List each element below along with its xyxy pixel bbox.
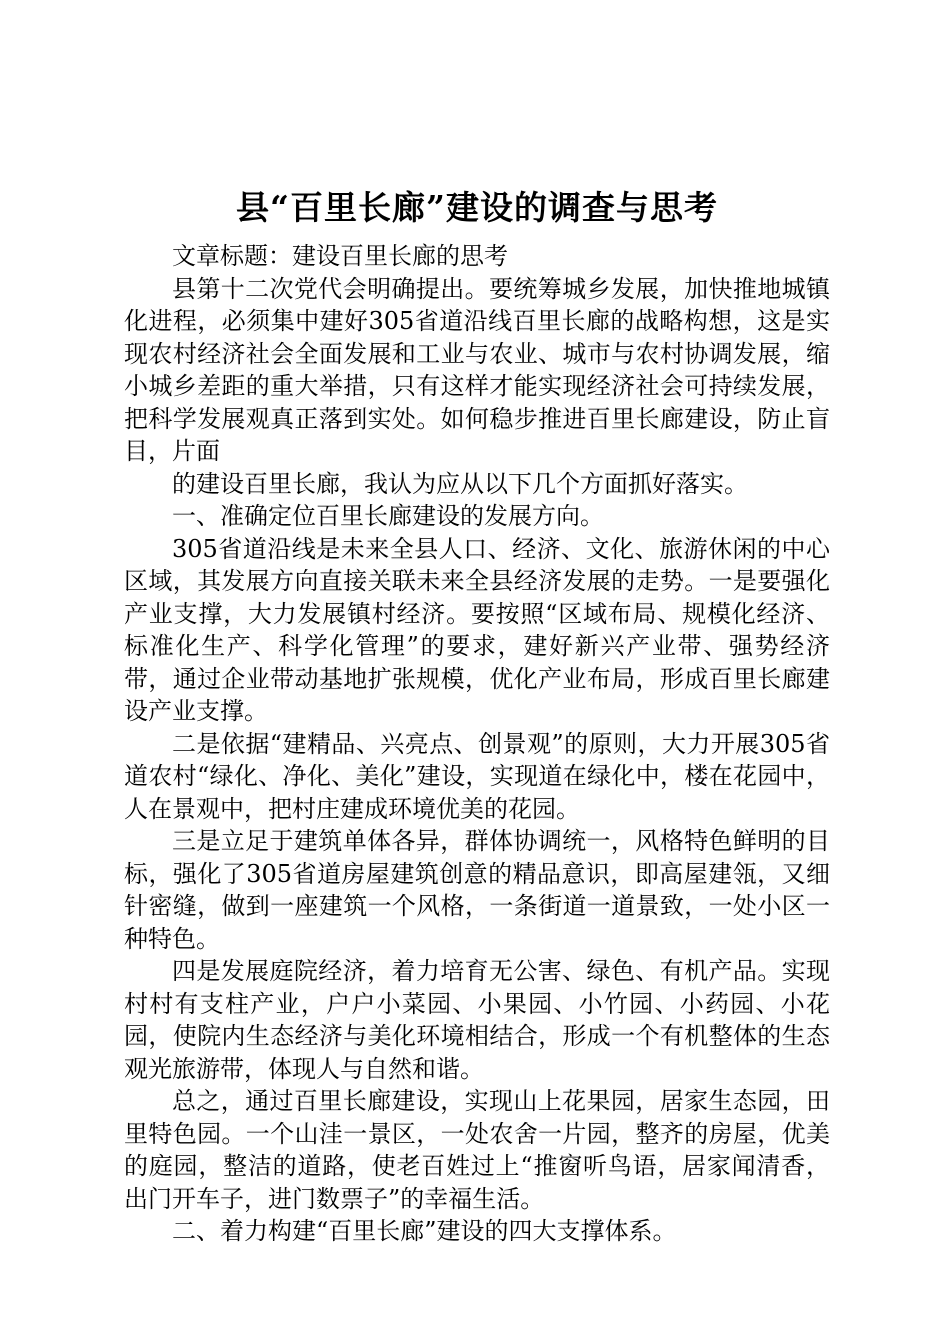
article-subtitle-paragraph: 文章标题：建设百里长廊的思考 <box>172 242 508 270</box>
document-title: 县“百里长廊”建设的调查与思考 <box>236 188 718 227</box>
document-page <box>124 180 830 1248</box>
body-paragraph: 305省道沿线是未来全县人口、经济、文化、旅游休闲的中心区域，其发展方向直接关联未来全县经济发展的走势。一是要强化产业支撑，大力发展镇村经济。要按照“区域布局、规模化经济、标准化生产、科学化管理”的要求，建好新兴产业带、强势经济带，通过企业带动基地扩张规模，优化产业布局，形成百里长廊建设产业支撑。 <box>124 534 830 725</box>
intro-paragraph: 县第十二次党代会明确提出。要统筹城乡发展，加快推地城镇化进程，必须集中建好305省道沿线百里长廊的战略构想，这是实现农村经济社会全面发展和工业与农业、城市与农村协调发展，缩小城乡差距的重大举措，只有这样才能实现经济社会可持续发展，把科学发展观真正落到实处。如何稳步推进百里长廊建设，防止盲目，片面 <box>124 274 830 465</box>
body-paragraph: 三是立足于建筑单体各异，群体协调统一，风格特色鲜明的目标，强化了305省道房屋建筑创意的精品意识，即高屋建瓴，又细针密缝，做到一座建筑一个风格，一条街道一道景致，一处小区一种特色。 <box>124 827 830 953</box>
body-paragraph: 四是发展庭院经济，着力培育无公害、绿色、有机产品。实现村村有支柱产业，户户小菜园、小果园、小竹园、小药园、小花园，使院内生态经济与美化环境相结合，形成一个有机整体的生态观光旅游带，体现人与自然和谐。 <box>124 957 830 1083</box>
body-paragraph: 二是依据“建精品、兴亮点、创景观”的原则，大力开展305省道农村“绿化、净化、美化”建设，实现道在绿化中，楼在花园中，人在景观中，把村庄建成环境优美的花园。 <box>124 729 830 823</box>
section-heading-one: 一、准确定位百里长廊建设的发展方向。 <box>172 502 604 530</box>
summary-paragraph: 总之，通过百里长廊建设，实现山上花果园，居家生态园，田里特色园。一个山洼一景区，一处农舍一片园，整齐的房屋，优美的庭园，整洁的道路，使老百姓过上“推窗听鸟语，居家闻清香，出门开车子，进门数票子”的幸福生活。 <box>124 1087 830 1213</box>
intro-continuation-paragraph: 的建设百里长廊，我认为应从以下几个方面抓好落实。 <box>172 469 748 498</box>
section-heading-two: 二、着力构建“百里长廊”建设的四大支撑体系。 <box>172 1217 677 1245</box>
